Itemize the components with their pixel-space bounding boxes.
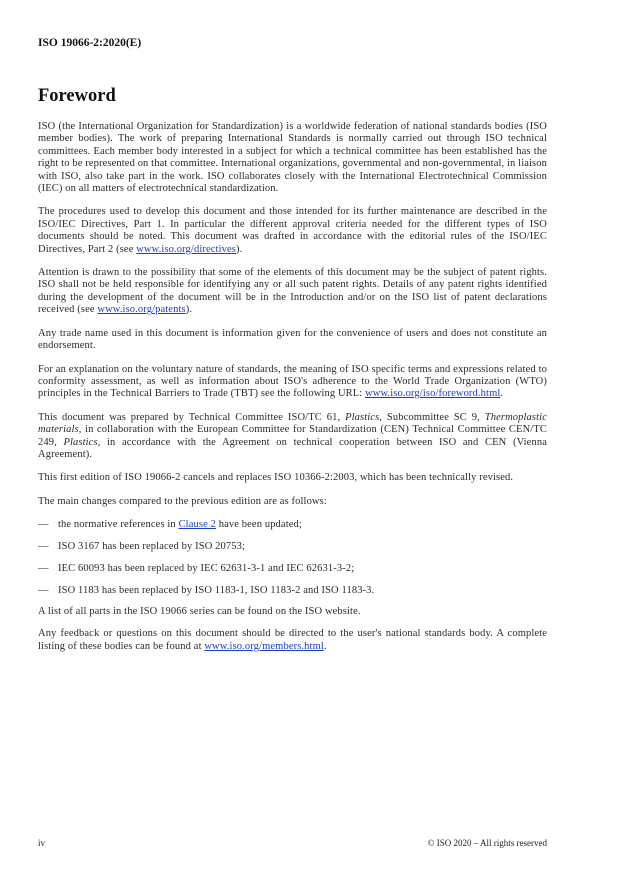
link-directives[interactable]: www.iso.org/directives xyxy=(136,243,236,255)
paragraph-voluntary xyxy=(38,364,547,401)
paragraph-main-changes: The main changes compared to the previous edition are as follows: xyxy=(38,495,327,507)
text: , in accordance with the Agreement on technical cooperation between ISO and CEN (Vienna Agreement). xyxy=(38,436,547,460)
list-item xyxy=(38,585,547,597)
italic-text: Plastics xyxy=(63,436,98,448)
foreword-body xyxy=(38,121,547,662)
dash-bullet: — xyxy=(38,562,49,574)
paragraph-patents xyxy=(38,267,547,317)
text: IEC 60093 has been replaced by IEC 62631-3-1 and IEC 62631-3-2; xyxy=(58,562,355,574)
dash-bullet: — xyxy=(38,540,49,552)
link-members[interactable]: www.iso.org/members.html xyxy=(204,640,324,652)
text: have been updated; xyxy=(215,519,302,531)
page-title: Foreword xyxy=(38,86,116,106)
paragraph-series: A list of all parts in the ISO 19066 series can be found on the ISO website. xyxy=(38,606,361,618)
text: ). xyxy=(235,243,243,255)
text: , in collaboration with the European Committee for Standardization (CEN) Technical Committee CEN/TC 249, xyxy=(38,424,547,448)
text: Any feedback or questions on this document should be directed to the user's national standards body. A complete listing of these bodies can be found at xyxy=(38,628,547,652)
document-header: ISO 19066-2:2020(E) xyxy=(38,37,142,49)
text: For an explanation on the voluntary nature of standards, the meaning of ISO specific terms and expressions related to conformity assessment, as well as information about ISO's adherence to the World Trade Organization (WTO) principles in the Technical Barriers to Trade (TBT) see the following URL: xyxy=(38,363,547,400)
text: Attention is drawn to the possibility that some of the elements of this document may be the subject of patent rights. ISO shall not be held responsible for identifying any or all such patent rights. Details of any patent rights identified during the development of the document will be in the Introduction and/or on the ISO list of patent declarations received (see xyxy=(38,267,547,316)
text: ). xyxy=(185,304,193,316)
paragraph-trade-name: Any trade name used in this document is information given for the convenience of users and does not constitute an endorsement. xyxy=(38,327,547,352)
paragraph-procedures xyxy=(38,206,547,256)
paragraph-feedback xyxy=(38,628,547,653)
text: This document was prepared by Technical Committee ISO/TC 61, xyxy=(38,411,346,423)
paragraph-iso-intro: ISO (the International Organization for Standardization) is a worldwide federation of national standards bodies (ISO member bodies). The work of preparing International Standards is normally carried out through ISO technical committees. Each member body interested in a subject for which a technical committee has been established has the right to be represented on that committee. International organizations, governmental and non-governmental, in liaison with ISO, also take part in the work. ISO collaborates closely with the International Electrotechnical Commission (IEC) on all matters of electrotechnical standardization. xyxy=(38,121,547,195)
text: . xyxy=(323,640,327,652)
text: . xyxy=(500,388,504,400)
copyright-notice: © ISO 2020 – All rights reserved xyxy=(427,838,547,848)
text: the normative references in xyxy=(58,519,179,531)
list-item xyxy=(38,519,547,531)
page-number: iv xyxy=(38,838,46,848)
paragraph-edition: This first edition of ISO 19066-2 cancels and replaces ISO 10366-2:2003, which has been technically revised. xyxy=(38,472,514,484)
italic-text: Plastics xyxy=(345,411,380,423)
text: , Subcommittee SC 9, xyxy=(379,411,485,423)
text: The procedures used to develop this document and those intended for its further maintenance are described in the ISO/IEC Directives, Part 1. In particular the different approval criteria needed for the different types of ISO documents should be noted. This document was drafted in accordance with the editorial rules of the ISO/IEC Directives, Part 2 (see xyxy=(38,206,547,255)
link-patents[interactable]: www.iso.org/patents xyxy=(97,304,186,316)
text: ISO 1183 has been replaced by ISO 1183-1, ISO 1183-2 and ISO 1183-3. xyxy=(58,584,375,596)
text: ISO 3167 has been replaced by ISO 20753; xyxy=(58,540,246,552)
paragraph-committee xyxy=(38,412,547,462)
dash-bullet: — xyxy=(38,519,49,531)
dash-bullet: — xyxy=(38,584,49,596)
link-foreword[interactable]: www.iso.org/iso/foreword.html xyxy=(365,388,501,400)
link-clause-2[interactable]: Clause 2 xyxy=(178,519,216,531)
italic-text: Thermoplastic materials xyxy=(38,411,547,436)
list-item xyxy=(38,541,547,553)
list-item xyxy=(38,563,547,575)
